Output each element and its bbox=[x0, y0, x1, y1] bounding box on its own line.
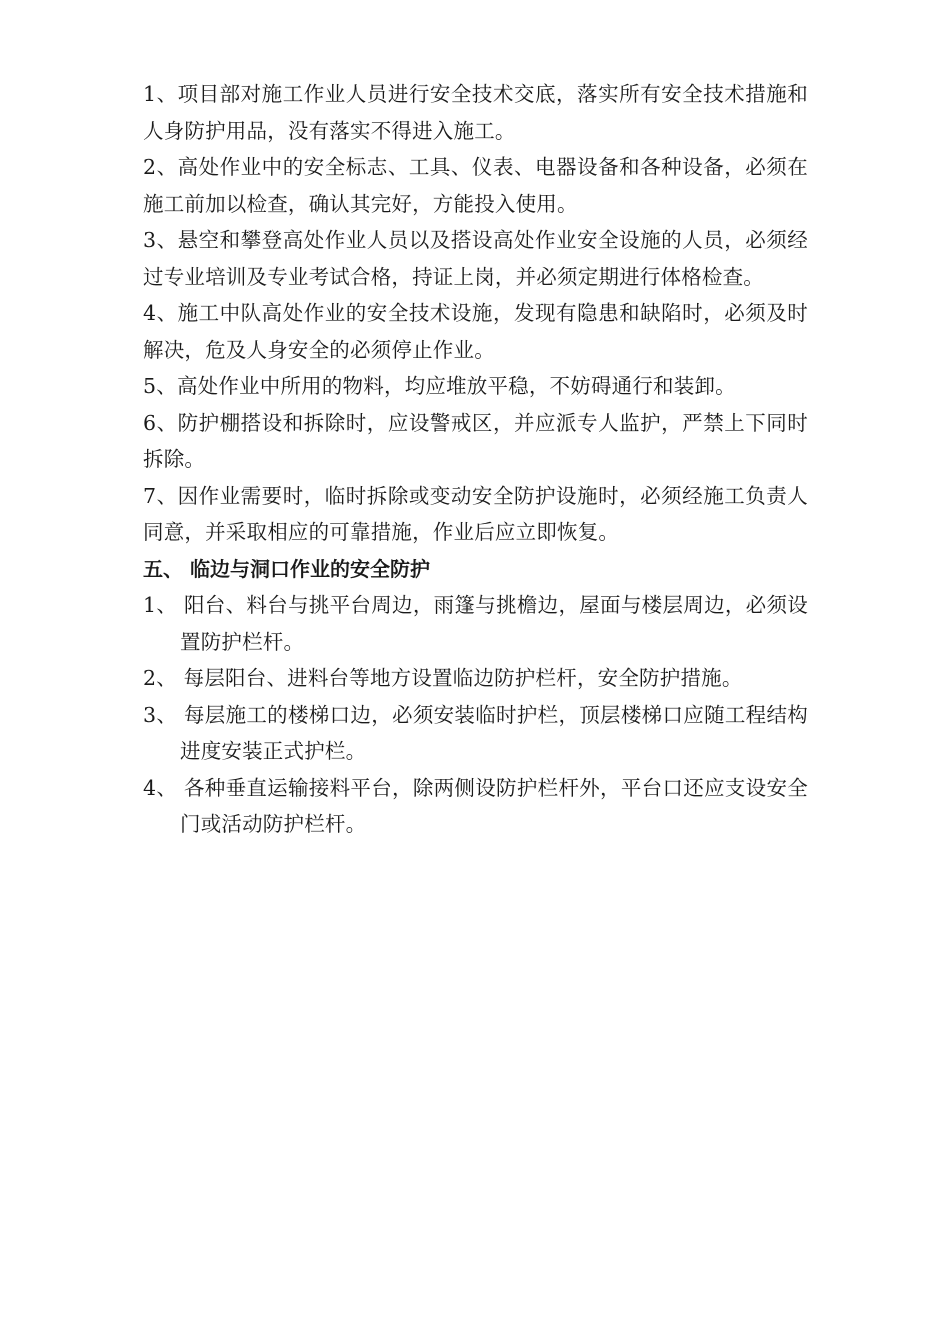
paragraph-2: 2、高处作业中的安全标志、工具、仪表、电器设备和各种设备，必须在施工前加以检查，确认其完好，方能投入使用。 bbox=[143, 155, 808, 216]
section-item-3: 3、 每层施工的楼梯口边，必须安装临时护栏，顶层楼梯口应随工程结构进度安装正式护栏。 bbox=[143, 702, 808, 763]
section-item-4: 4、 各种垂直运输接料平台，除两侧设防护栏杆外，平台口还应支设安全门或活动防护栏杆。 bbox=[143, 775, 808, 836]
section-heading: 五、 临边与洞口作业的安全防护 bbox=[143, 556, 430, 581]
paragraph-1: 1、项目部对施工作业人员进行安全技术交底，落实所有安全技术措施和人身防护用品，没有落实不得进入施工。 bbox=[143, 82, 808, 143]
section-item-1: 1、 阳台、料台与挑平台周边，雨篷与挑檐边，屋面与楼层周边，必须设置防护栏杆。 bbox=[143, 593, 808, 654]
document-body bbox=[143, 76, 808, 843]
section-item-2: 2、 每层阳台、进料台等地方设置临边防护栏杆，安全防护措施。 bbox=[143, 666, 743, 690]
paragraph-3: 3、悬空和攀登高处作业人员以及搭设高处作业安全设施的人员，必须经过专业培训及专业考试合格，持证上岗，并必须定期进行体格检查。 bbox=[143, 228, 808, 289]
paragraph-6: 6、防护棚搭设和拆除时，应设警戒区，并应派专人监护，严禁上下同时拆除。 bbox=[143, 410, 808, 471]
paragraph-4: 4、施工中队高处作业的安全技术设施，发现有隐患和缺陷时，必须及时解决，危及人身安全的必须停止作业。 bbox=[143, 301, 808, 362]
paragraph-7: 7、因作业需要时，临时拆除或变动安全防护设施时，必须经施工负责人同意，并采取相应的可靠措施，作业后应立即恢复。 bbox=[143, 483, 808, 544]
paragraph-5: 5、高处作业中所用的物料，均应堆放平稳，不妨碍通行和装卸。 bbox=[143, 374, 736, 398]
